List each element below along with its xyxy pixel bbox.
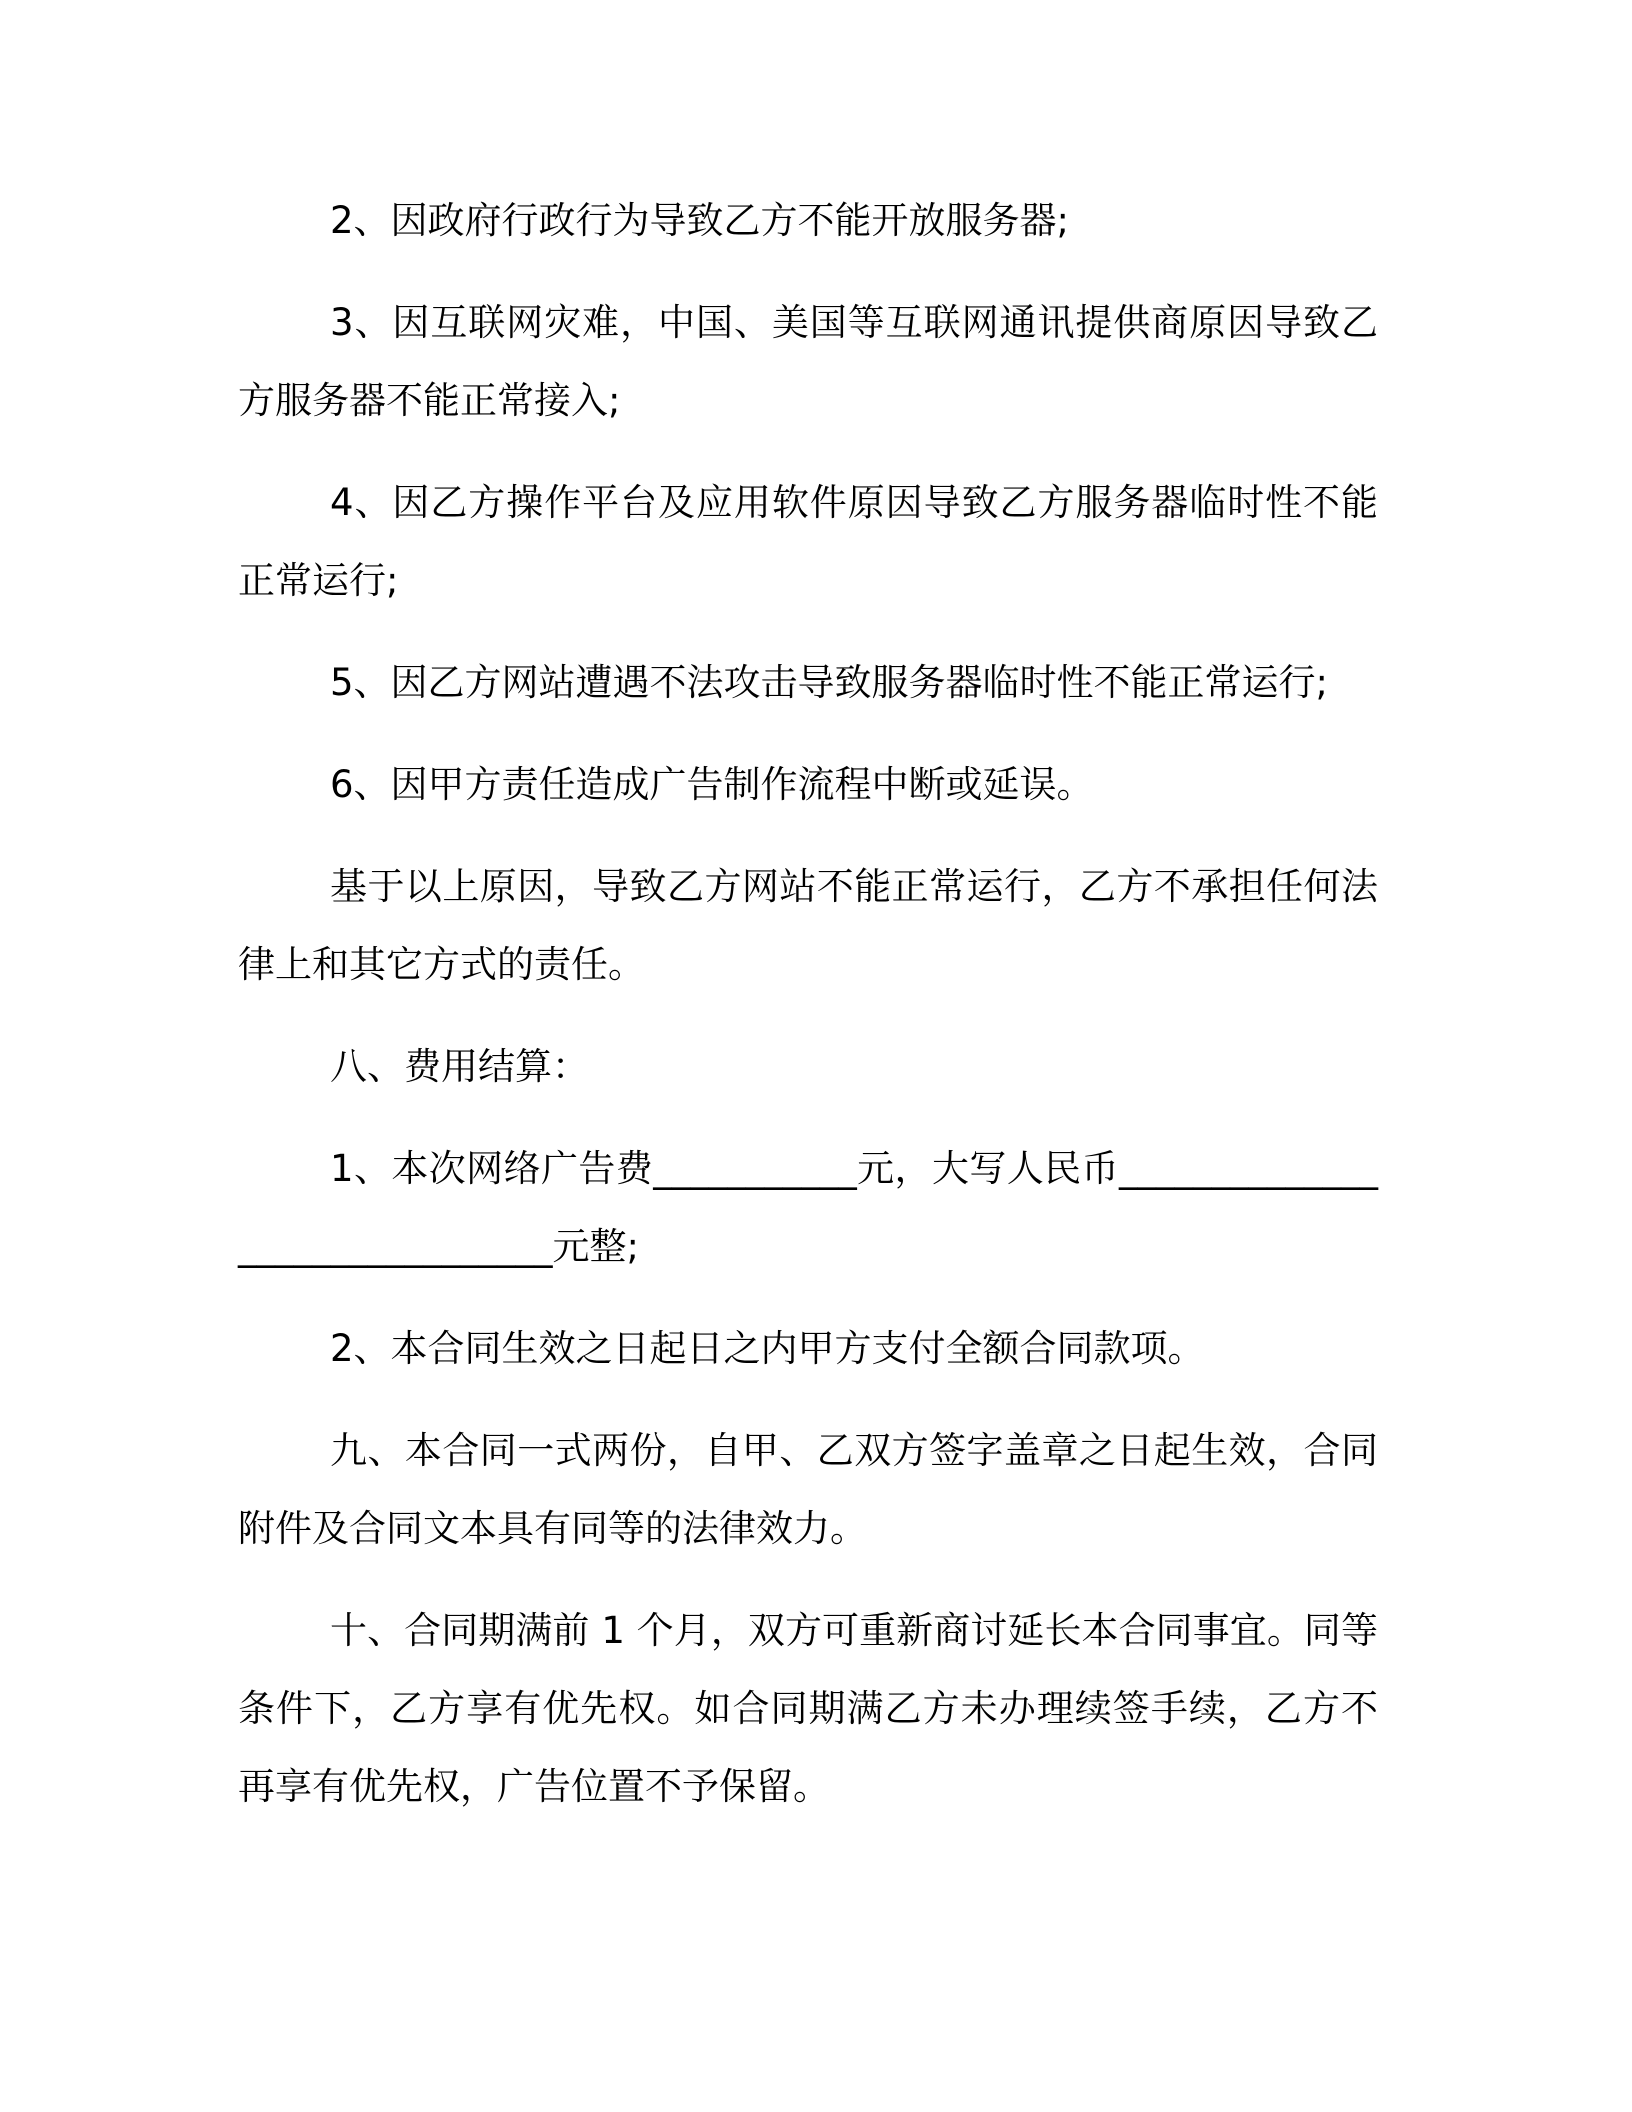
paragraph-payment-terms: 2、本合同生效之日起日之内甲方支付全额合同款项。 — [330, 1327, 1205, 1370]
paragraph-contract-copies: 九、本合同一式两份，自甲、乙双方签字盖章之日起生效，合同附件及合同文本具有同等的法律效力。 — [238, 1429, 1378, 1550]
paragraph-clause-3: 3、因互联网灾难，中国、美国等互联网通讯提供商原因导致乙方服务器不能正常接入; — [238, 301, 1378, 422]
paragraph-clause-6: 6、因甲方责任造成广告制作流程中断或延误。 — [330, 763, 1094, 806]
paragraph-clause-5: 5、因乙方网站遭遇不法攻击导致服务器临时性不能正常运行; — [330, 661, 1329, 704]
section-heading-fee-settlement: 八、费用结算： — [330, 1045, 589, 1088]
paragraph-fee-amount: 1、本次网络广告费___________元，大写人民币_______________________________元整; — [238, 1147, 1378, 1268]
paragraph-liability-statement: 基于以上原因，导致乙方网站不能正常运行，乙方不承担任何法律上和其它方式的责任。 — [238, 865, 1378, 986]
paragraph-clause-2: 2、因政府行政行为导致乙方不能开放服务器; — [330, 199, 1070, 242]
paragraph-contract-renewal: 十、合同期满前 1 个月，双方可重新商讨延长本合同事宜。同等条件下，乙方享有优先权。如合同期满乙方未办理续签手续，乙方不再享有优先权，广告位置不予保留。 — [238, 1609, 1378, 1808]
document-body — [238, 182, 1378, 1850]
paragraph-clause-4: 4、因乙方操作平台及应用软件原因导致乙方服务器临时性不能正常运行; — [238, 481, 1378, 602]
